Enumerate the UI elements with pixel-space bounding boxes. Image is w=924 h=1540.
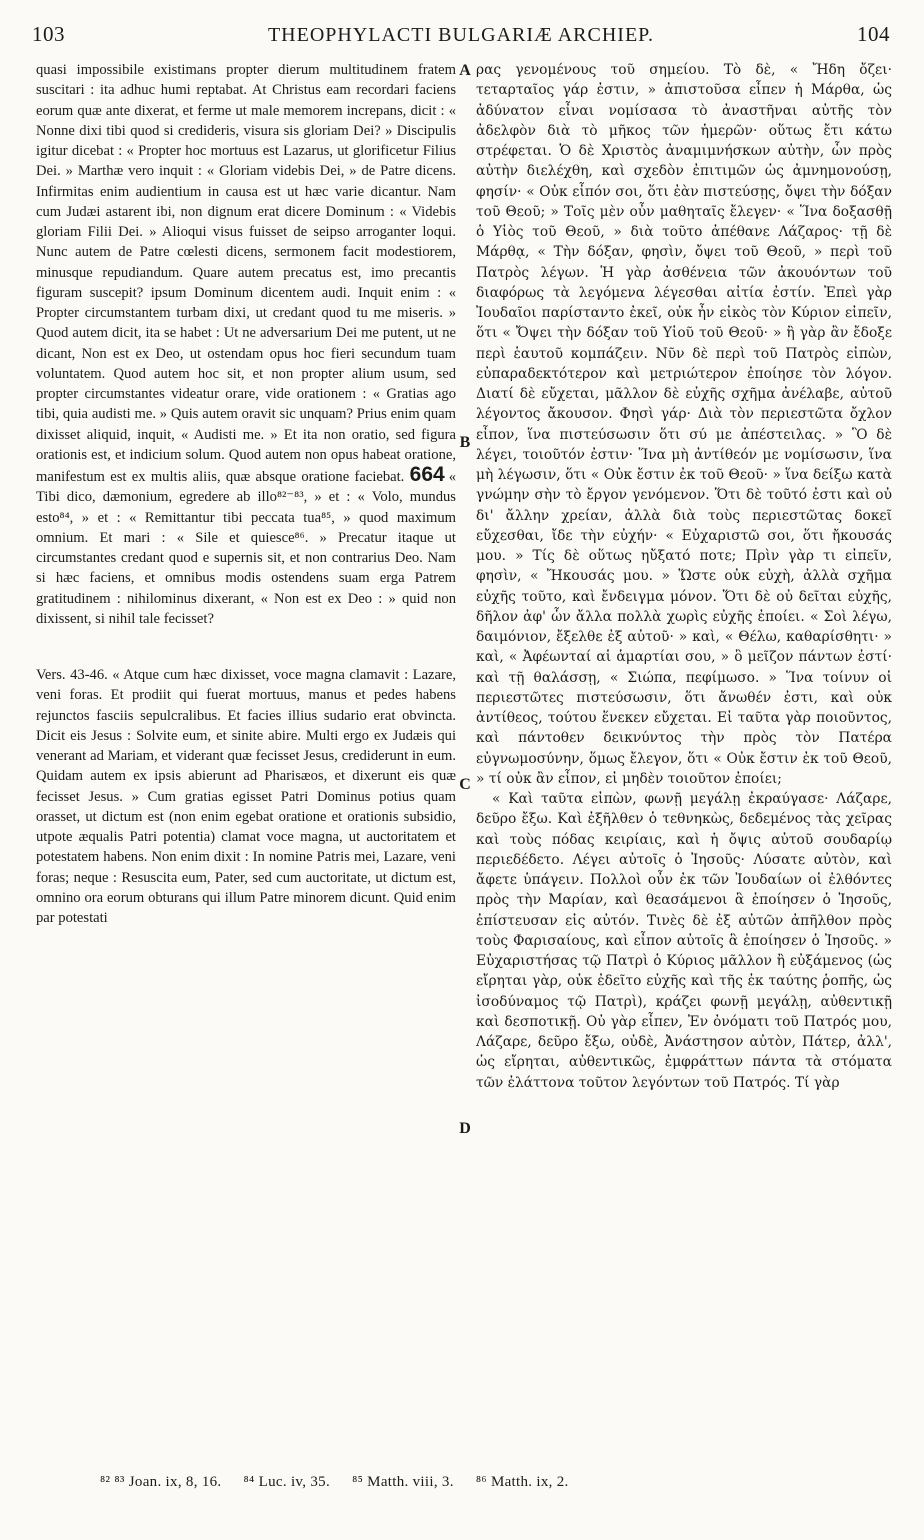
- running-title: THEOPHYLACTI BULGARIÆ ARCHIEP.: [267, 24, 655, 46]
- footnote: ⁸⁵ Matth. viii, 3.: [352, 1474, 454, 1490]
- greek-column: [476, 60, 892, 1474]
- footnote: ⁸⁴ Luc. iv, 35.: [243, 1474, 331, 1490]
- greek-paragraph: ρας γενομένους τοῦ σημείου. Τὸ δὲ, « Ἤδη ὄζει· τεταρταῖος γάρ ἐστιν, » ἀπιστοῦσα εἶπεν ἡ Μάρθα, ὡς ἀδύνατον εἶναι νομίσασα τὸ ἀναστῆναι αὐτῆς τὸν ἀδελφὸν διὰ τὸ μῆκος τῶν ἡμερῶν· οὕτως ἔτι κάτω στρέφεται. Ὁ δὲ Χριστὸς ἀναμιμνήσκων αὐτὴν, ὧν πρὸς αὐτὴν διελέχθη, καὶ σχεδὸν ἐπιτιμῶν ὡς ἀμνημονούσῃ, φησίν· « Οὐκ εἶπόν σοι, ὅτι ἐὰν πιστεύσῃς, ὄψει τὴν δόξαν τοῦ Θεοῦ; » Τοῖς μὲν οὖν μαθηταῖς ἔλεγεν· « Ἵνα δοξασθῇ ὁ Υἱὸς τοῦ Θεοῦ, » διὰ τοῦτο ἀπέθανε Λάζαρος· τῇ δὲ Μάρθᾳ, « Τὴν δόξαν, φησὶν, ὄψει τοῦ Θεοῦ, » περὶ τοῦ Πατρὸς λέγων. Ἡ γὰρ ἀσθένεια τῶν ἀκουόντων τοῦ διαφόρως τὰ λεγόμενα λέγεσθαι αἰτία ἐστίν. Ἐπεὶ γὰρ Ἰουδαῖοι παρίσταντο ἐκεῖ, οὐκ ἦν εἰκὸς τὸν Κύριον εἰπεῖν, ὅτι « Ὄψει τὴν δόξαν τοῦ Υἱοῦ τοῦ Θεοῦ· » ἢ γὰρ ἂν ἔδοξε περὶ ἑαυτοῦ κομπάζειν. Νῦν δὲ περὶ τοῦ Πατρὸς εἰπὼν, εὐπαραδεκτότερον καὶ μετριώτερον ἐποίησε τὸν λόγον. Διατί δὲ εὔχεται, μᾶλλον δὲ εὐχῆς σχῆμα ἀνέλαβε, αὐτοῦ λέγοντος ἄκουσον. Φησὶ γάρ· Διὰ τὸν περιεστῶτα ὄχλον εἶπον, ἵνα πιστεύσωσιν ὅτι σύ με ἀπέστειλας. » Ὃ δὲ λέγει, τοιοῦτόν ἐστιν· Ἵνα μὴ ἀντίθεόν με νομίσωσιν, ἵνα μὴ λέγωσιν, ὅτι « Οὐκ ἔστιν ἐκ τοῦ Θεοῦ· » ἵνα δείξω κατὰ γνώμην σὴν τὸ ἔργον γενόμενον. Ὅτι δὲ τοῦτό ἐστι καὶ οὐ δι' ἄλλην χρείαν, ἀλλὰ διὰ τοὺς περιεστῶτας δοκεῖ εὔχεσθαι, ἴδε τὴν εὐχήν· « Εὐχαριστῶ σοι, ὅτι ἤκουσάς μου. » Τίς δὲ οὕτως ηὔξατό ποτε; Πρὶν γὰρ τι εἰπεῖν, φησὶν, « Ἤκουσάς μου. » Ὥστε οὐκ εὐχὴ, ἀλλὰ σχῆμα εὐχῆς τοῦτο, καὶ ἔνδειγμα μόνον. Ὅτι δὲ οὐ δεῖται εὐχῆς, δῆλον ἀφ' ὧν ἄλλα πολλὰ χωρὶς εὐχῆς ἐποίει. « Σοὶ λέγω, δαιμόνιον, ἔξελθε ἐξ αὐτοῦ· » καὶ, « Θέλω, καθαρίσθητι· » καὶ, « Ἀφέωνταί αἱ ἁμαρτίαι σου, » ὃ μεῖζον πάντων ἐστί· καὶ τῇ θαλάσσῃ, « Σιώπα, πεφίμωσο. » Ἵνα τοίνυν οἱ περιεστῶτες πιστεύσωσιν, ὅτι ἄνωθέν ἐστι, καὶ οὐκ ἀντίθεος, τούτου ἕνεκεν εὔχεται. Εἰ ταῦτα γὰρ ποιοῦντος, καὶ πάντοθεν δεικνύντος τὴν πρὸς τὸν Πατέρα εὐγνωμοσύνην, ὅμως ἔλεγον, ὅτι « Οὐκ ἔστιν ἐκ τοῦ Θεοῦ, » τί οὐκ ἂν εἶπον, εἰ μηδὲν τοιοῦτον ἐποίει;: [476, 62, 892, 787]
- paragraph-gap: [36, 629, 456, 665]
- latin-text: quasi impossibile existimans propter dierum multitudinem fratem suscitari : ita adhuc humi reptabat. At Christus eam recordari faciens eorum quæ ante dixerat, et ferme ut male memorem increpans, dicit : « Nonne dixi tibi quod si credideris, visura sis gloriam Dei? » Discipulis igitur dicebat : « Propter hoc mortuus est Lazarus, ut glorificetur Filius Dei. » Marthæ vero inquit : « Gloriam videbis Dei, » de Patre dicens. Infirmitas enim audientium in causa est ut hæc varie dicantur. Nam cum Judæi astarent ibi, non dignum erat dicere Dominum : « Videbis gloriam Filii Dei. » Alioqui visus fuisset de seipso arroganter loqui. Nunc autem de Patre cœlesti dicens, sermonem facit modestiorem, minusque repudiandum. Quare autem precatus est, imo precantis figuram suscepit? ipsum Dominum dicentem audi. Inquit enim : « Propter circumstantem turbam dixi, ut credant quod tu me miseris. » Quod autem dicit, ita se habet : Ut ne adversarium Dei me putent, ut ne dicant, Non est ex Deo, ut ostendam opus hoc fieri secundum tuam voluntatem. Quod autem hoc sit, et non propter alium usum, sed propter circumstantes videatur orare, vide orationem : « Gratias ago tibi, quia audisti me. » Quis autem oravit sic unquam? Prius enim quam dixisset aliquid, inquit, « Audisti me. » Et ita non oratio, sed figura orationis est, et indicium solum. Quod autem non opus habeat oratione, manifestum est ex multis aliis, quæ absque oratione faciebat.: [36, 62, 456, 485]
- page-header: [32, 22, 890, 52]
- latin-paragraph: [36, 60, 456, 629]
- footnote: ⁸² ⁸³ Joan. ix, 8, 16.: [100, 1474, 222, 1490]
- marker-a: A: [459, 62, 471, 79]
- latin-text: « Tibi dico, dæmonium, egredere ab illo⁸²⁻⁸³, » et : « Volo, mundus esto⁸⁴, » et : « Remittantur tibi peccata tua⁸⁵, » quod maximum omnium. Et mari : « Sile et quiesce⁸⁶. » Precatur itaque ut circumstantes credant quod e supernis sit, et non contrarius Deo. Nam si hæc faciens, et omnibus modis ostendens suam erga Patrem gratitudinem : nihilominus dixerant, « Non est ex Deo : » quid non dixissent, si nihil tale fecisset?: [36, 469, 456, 627]
- column-number-664: 664: [409, 463, 445, 486]
- section-markers: [456, 60, 474, 1474]
- marker-c: C: [459, 776, 471, 793]
- greek-paragraph-verses: « Καὶ ταῦτα εἰπὼν, φωνῇ μεγάλῃ ἐκραύγασε· Λάζαρε, δεῦρο ἔξω. Καὶ ἐξῆλθεν ὁ τεθνηκὼς, δεδεμένος τὰς χεῖρας καὶ τοὺς πόδας κειρίαις, καὶ ἡ ὄψις αὐτοῦ σουδαρίῳ περιεδέδετο. Λέγει αὐτοῖς ὁ Ἰησοῦς· Λύσατε αὐτὸν, καὶ ἄφετε ὑπάγειν. Πολλοὶ οὖν ἐκ τῶν Ἰουδαίων οἱ ἐλθόντες πρὸς τὴν Μαρίαν, καὶ θεασάμενοι ἃ ἐποίησεν ὁ Ἰησοῦς, ἐπίστευσαν εἰς αὐτόν. Τινὲς δὲ ἐξ αὐτῶν ἀπῆλθον πρὸς τοὺς Φαρισαίους, καὶ εἶπον αὐτοῖς ἃ ἐποίησεν ὁ Ἰησοῦς. » Εὐχαριστήσας τῷ Πατρὶ ὁ Κύριος μᾶλλον ἢ εὐξάμενος (ὡς εἴρηται γὰρ, οὐκ ἐδεῖτο εὐχῆς καὶ τῆς ἐκ ταύτης ῥοπῆς, ὡς ἰσοδύναμος τῷ Πατρὶ), κράζει φωνῇ μεγάλῃ, αὐθεντικῇ καὶ δεσποτικῇ. Οὐ γὰρ εἶπεν, Ἐν ὀνόματι τοῦ Πατρός μου, Λάζαρε, δεῦρο ἔξω, οὐδὲ, Ἀνάστησον αὐτὸν, Πάτερ, ἀλλ', ὡς εἴρηται, αὐθεντικῶς, ἐμφράττων πάντα τὰ στόματα τῶν ἐλάττονα τοῦτον λεγόντων τοῦ Πατρός. Τί γὰρ: [476, 791, 892, 1091]
- footnote: ⁸⁶ Matth. ix, 2.: [475, 1474, 569, 1490]
- page-number-right: 104: [857, 22, 890, 46]
- marker-b: B: [459, 434, 471, 451]
- latin-column: [36, 60, 456, 1474]
- page-number-left: 103: [32, 22, 65, 46]
- latin-paragraph-verses: Vers. 43-46. « Atque cum hæc dixisset, voce magna clamavit : Lazare, veni foras. Et prodiit qui fuerat mortuus, manus et pedes habens rejunctos fasciis sepulcralibus. Et facies illius sudario erat obvincta. Dicit eis Jesus : Solvite eum, et sinite abire. Multi ergo ex Judæis qui venerant ad Mariam, et viderant quæ fecisset Jesus, crediderunt in eum. Quidam autem ex ipsis abierunt ad Pharisæos, et dixerunt eis quæ fecisset Jesus. » Cum gratias egisset Patri Dominus potius quam orasset, ut dictum est (non enim egebat oratione et orationis subsidio, utpote æqualis Patri potentia) clamat voce magna, ut auctoritatem et potestatem habens. Non enim dixit : In nomine Patris mei, Lazare, veni foras; neque : Resuscita eum, Pater, sed cum auctoritate, ut dictum est, omnino ora eorum obturans qui illum Patre minorem dicunt. Quid enim par potestati: [36, 667, 456, 926]
- footnotes: [100, 1474, 860, 1491]
- marker-d: D: [459, 1120, 471, 1137]
